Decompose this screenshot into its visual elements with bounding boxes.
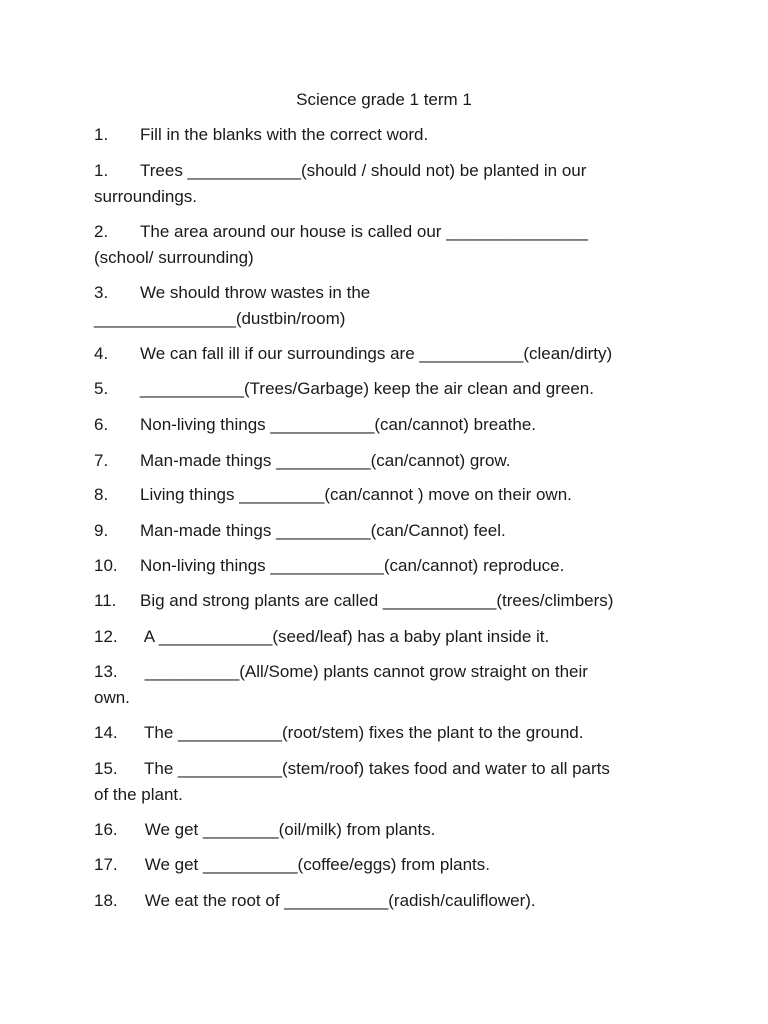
question-text-continued: of the plant. (94, 785, 183, 804)
question-text: ___________(Trees/Garbage) keep the air clean and green. (140, 379, 594, 398)
question-text: We get ________(oil/milk) from plants. (140, 820, 436, 839)
question-number: 7. (94, 451, 109, 470)
heading-text: Fill in the blanks with the correct word. (140, 125, 429, 144)
question-number: 14. (94, 723, 118, 742)
question-number: 5. (94, 379, 109, 398)
question-text: __________(All/Some) plants cannot grow straight on their (140, 662, 588, 681)
question-number: 6. (94, 415, 109, 434)
question-number: 10. (94, 556, 118, 575)
question-number: 12. (94, 627, 118, 646)
question-number: 1. (94, 161, 109, 180)
question-text: We can fall ill if our surroundings are ___________(clean/dirty) (140, 344, 613, 363)
question-text-continued: _______________(dustbin/room) (94, 309, 346, 328)
question-number: 18. (94, 891, 118, 910)
question-number: 17. (94, 855, 118, 874)
question-number: 15. (94, 759, 118, 778)
question-text: A ____________(seed/leaf) has a baby plant inside it. (140, 627, 550, 646)
question-text: Big and strong plants are called ____________(trees/climbers) (140, 591, 614, 610)
question-number: 16. (94, 820, 118, 839)
question-text: The area around our house is called our _______________ (140, 222, 589, 241)
question-text: The ___________(root/stem) fixes the plant to the ground. (144, 723, 584, 742)
question-text: We eat the root of ___________(radish/cauliflower). (140, 891, 536, 910)
question-text-continued: own. (94, 688, 130, 707)
question-text-continued: (school/ surrounding) (94, 248, 254, 267)
question-number: 9. (94, 521, 109, 540)
question-text: Trees ____________(should / should not) be planted in our (140, 161, 587, 180)
question-text: We get __________(coffee/eggs) from plants. (140, 855, 490, 874)
page-title: Science grade 1 term 1 (296, 90, 472, 109)
question-text: We should throw wastes in the (140, 283, 371, 302)
question-text: Man-made things __________(can/cannot) grow. (140, 451, 511, 470)
heading-number: 1. (94, 125, 109, 144)
question-text: Non-living things ___________(can/cannot) breathe. (140, 415, 536, 434)
question-number: 13. (94, 662, 118, 681)
question-text: The ___________(stem/roof) takes food and water to all parts (144, 759, 610, 778)
question-number: 8. (94, 485, 109, 504)
question-number: 11. (94, 591, 117, 610)
question-number: 4. (94, 344, 109, 363)
question-text: Non-living things ____________(can/cannot) reproduce. (140, 556, 565, 575)
question-text: Man-made things __________(can/Cannot) feel. (140, 521, 506, 540)
question-text-continued: surroundings. (94, 187, 198, 206)
question-number: 3. (94, 283, 109, 302)
question-number: 2. (94, 222, 109, 241)
question-text: Living things _________(can/cannot ) move on their own. (140, 485, 572, 504)
